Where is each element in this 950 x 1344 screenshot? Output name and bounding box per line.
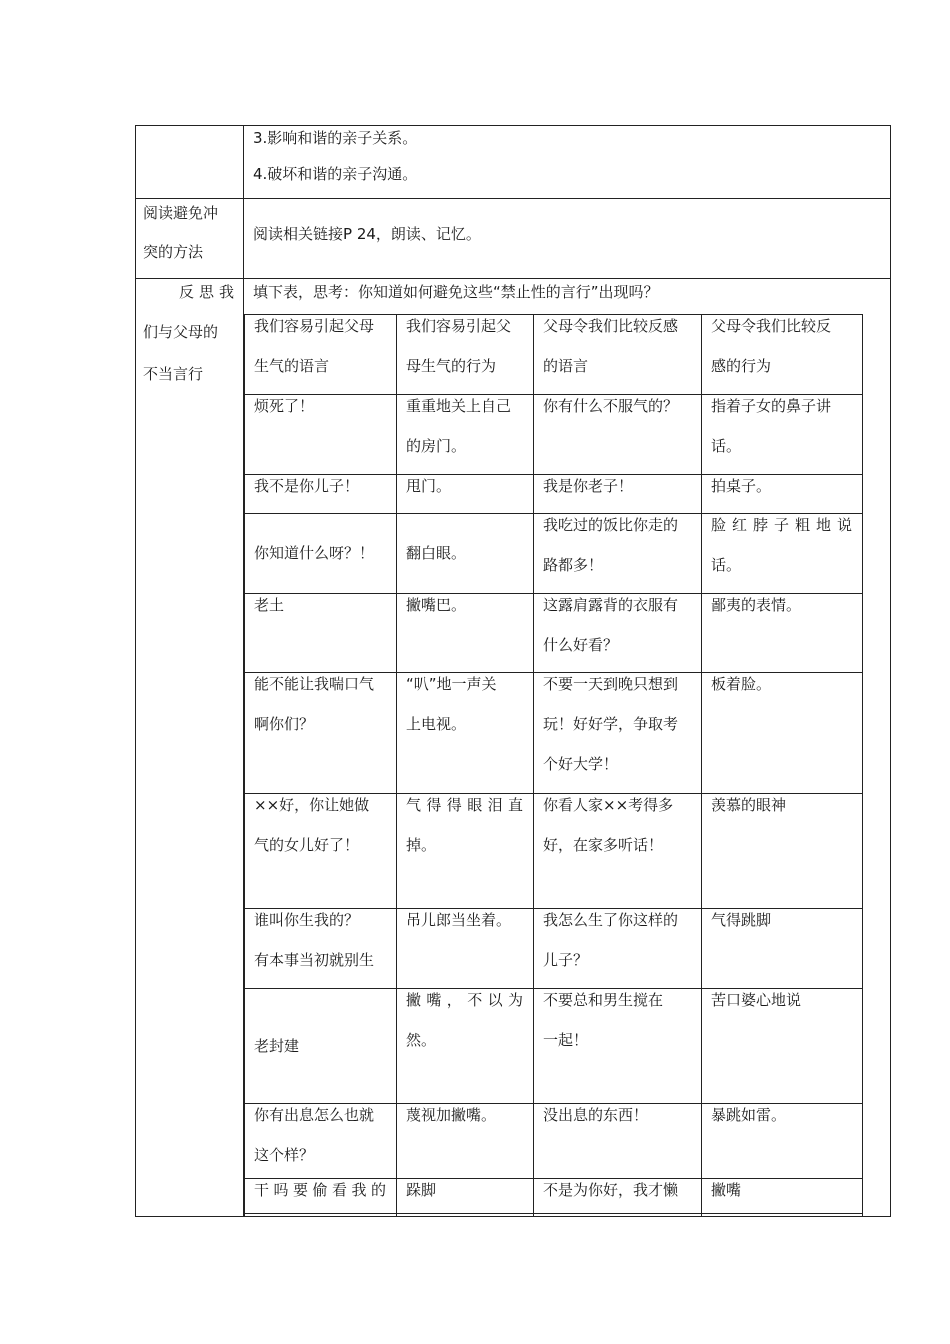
- cell-child-behaviour: 蔑视加撇嘴。: [406, 1106, 497, 1124]
- cell-child-behaviour: “叭”地一声关: [406, 675, 497, 693]
- cell-child-language: 气的女儿好了！: [254, 836, 360, 854]
- header-parent-language: 父母令我们比较反感: [543, 317, 679, 335]
- cell-parent-behaviour: 苦口婆心地说: [711, 991, 802, 1009]
- cell-child-language: 能不能让我喘口气: [254, 675, 375, 693]
- cell-parent-behaviour: 撇嘴: [711, 1181, 742, 1199]
- cell-parent-language: 路都多！: [543, 556, 604, 574]
- header-child-language: 生气的语言: [254, 357, 330, 375]
- row2-content: 阅读相关链接P 24，朗读、记忆。: [253, 225, 481, 243]
- cell-parent-behaviour: 指着子女的鼻子讲: [711, 397, 832, 415]
- cell-child-language: 干吗要偷看我的: [254, 1181, 386, 1199]
- cell-parent-behaviour: 暴跳如雷。: [711, 1106, 787, 1124]
- table-column-rule: [533, 314, 534, 1216]
- cell-parent-language: 不要一天到晚只想到: [543, 675, 679, 693]
- header-parent-behaviour: 感的行为: [711, 357, 772, 375]
- row3-intro: 填下表，思考：你知道如何避免这些“禁止性的言行”出现吗？: [253, 283, 659, 301]
- cell-child-behaviour: 撇嘴巴。: [406, 596, 467, 614]
- cell-child-behaviour: 翻白眼。: [406, 544, 467, 562]
- row1-item-4: 4.破坏和谐的亲子沟通。: [253, 165, 418, 183]
- cell-child-language: 烦死了！: [254, 397, 315, 415]
- header-parent-language: 的语言: [543, 357, 589, 375]
- cell-parent-language: 你有什么不服气的？: [543, 397, 679, 415]
- cell-parent-language: 没出息的东西！: [543, 1106, 649, 1124]
- row3-label-line3: 不当言行: [143, 365, 204, 383]
- cell-parent-behaviour: 羡慕的眼神: [711, 796, 787, 814]
- table-column-rule: [244, 314, 245, 1216]
- cell-child-behaviour: 重重地关上自己: [406, 397, 512, 415]
- cell-child-language: 你知道什么呀？！: [254, 544, 375, 562]
- cell-child-language: 谁叫你生我的？: [254, 911, 360, 929]
- cell-parent-language: 个好大学！: [543, 755, 619, 773]
- cell-child-language: ××好，你让她做: [254, 796, 370, 814]
- cell-child-language: 有本事当初就别生: [254, 951, 375, 969]
- cell-parent-language: 这露肩露背的衣服有: [543, 596, 679, 614]
- outer-bottom-border: [135, 1216, 891, 1217]
- header-child-behaviour: 母生气的行为: [406, 357, 497, 375]
- cell-parent-language: 我吃过的饭比你走的: [543, 516, 679, 534]
- cell-parent-behaviour: 板着脸。: [711, 675, 772, 693]
- cell-child-behaviour: 的房门。: [406, 437, 467, 455]
- table-column-rule: [396, 314, 397, 1216]
- cell-parent-language: 儿子？: [543, 951, 589, 969]
- cell-child-behaviour: 气得得眼泪直: [406, 796, 523, 814]
- cell-parent-behaviour: 气得跳脚: [711, 911, 772, 929]
- outer-top-border: [135, 125, 891, 126]
- cell-parent-language: 我怎么生了你这样的: [543, 911, 679, 929]
- cell-child-behaviour: 撇嘴，不以为: [406, 991, 523, 1009]
- cell-parent-behaviour: 话。: [711, 437, 742, 455]
- row2-label-line1: 阅读避免冲: [143, 204, 219, 222]
- cell-child-behaviour: 甩门。: [406, 477, 452, 495]
- cell-parent-behaviour: 话。: [711, 556, 742, 574]
- cell-child-language: 我不是你儿子！: [254, 477, 360, 495]
- cell-child-behaviour: 吊儿郎当坐着。: [406, 911, 512, 929]
- cell-parent-language: 不要总和男生搅在: [543, 991, 664, 1009]
- cell-child-language: 老土: [254, 596, 285, 614]
- table-column-rule: [862, 314, 863, 1216]
- cell-child-language: 老封建: [254, 1036, 300, 1055]
- cell-parent-language: 玩！好好学，争取考: [543, 715, 679, 733]
- row3-label-line1: 反思我: [179, 283, 234, 301]
- cell-parent-language: 不是为你好，我才懒: [543, 1181, 679, 1199]
- header-child-behaviour: 我们容易引起父: [406, 317, 512, 335]
- cell-parent-language: 什么好看？: [543, 636, 619, 654]
- cell-parent-language: 我是你老子！: [543, 477, 634, 495]
- cell-child-language: 你有出息怎么也就: [254, 1106, 375, 1124]
- table-bottom-rule: [244, 1213, 863, 1214]
- cell-child-behaviour: 跺脚: [406, 1181, 437, 1199]
- cell-parent-behaviour: 鄙夷的表情。: [711, 596, 802, 614]
- outer-row1-bottom: [135, 198, 891, 199]
- cell-child-behaviour: 掉。: [406, 836, 437, 854]
- outer-right-border: [890, 125, 891, 1217]
- cell-parent-behaviour: 拍桌子。: [711, 477, 772, 495]
- cell-parent-language: 你看人家××考得多: [543, 796, 674, 814]
- cell-child-behaviour: 上电视。: [406, 715, 467, 733]
- table-column-rule: [701, 314, 702, 1216]
- row2-label-line2: 突的方法: [143, 243, 204, 261]
- header-parent-behaviour: 父母令我们比较反: [711, 317, 832, 335]
- cell-parent-language: 好，在家多听话！: [543, 836, 664, 854]
- cell-parent-language: 一起！: [543, 1031, 589, 1049]
- cell-child-behaviour: 然。: [406, 1031, 437, 1049]
- row3-label-line2: 们与父母的: [143, 323, 219, 341]
- outer-left-border: [135, 125, 136, 1217]
- row1-item-3: 3.影响和谐的亲子关系。: [253, 129, 418, 147]
- header-child-language: 我们容易引起父母: [254, 317, 375, 335]
- cell-child-language: 啊你们？: [254, 715, 315, 733]
- cell-parent-behaviour: 脸红脖子粗地说: [711, 516, 852, 534]
- cell-child-language: 这个样？: [254, 1146, 315, 1164]
